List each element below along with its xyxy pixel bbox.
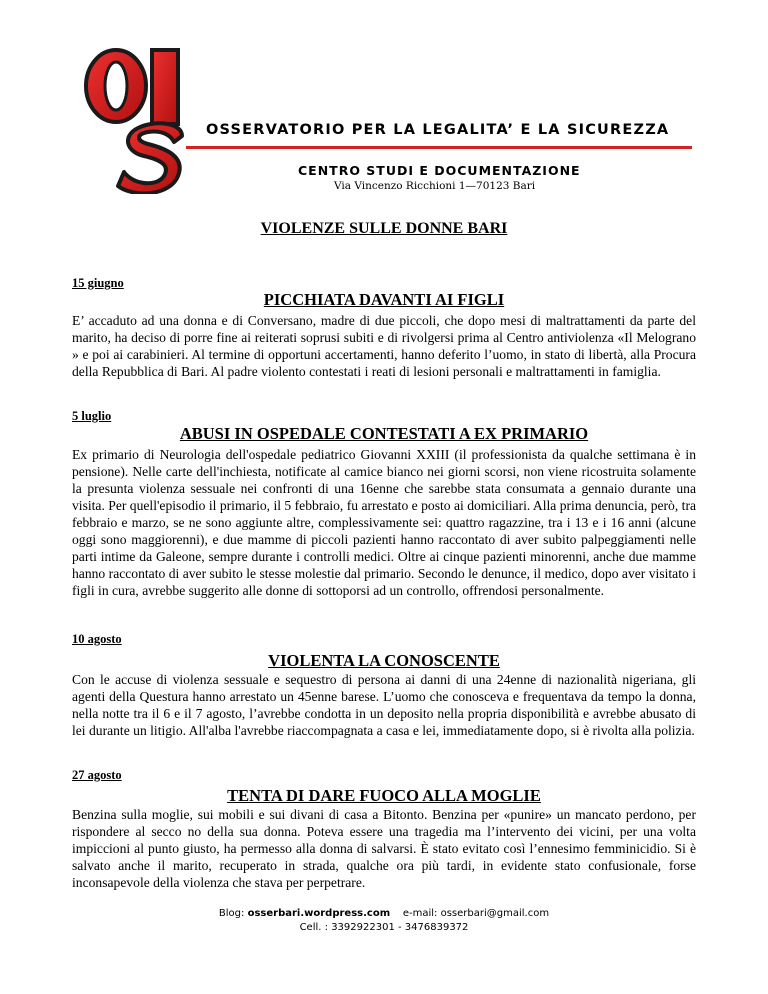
blog-label: Blog:: [218, 908, 245, 919]
header-divider: [186, 146, 692, 149]
organization-address: Via Vincenzo Ricchioni 1—70123 Bari: [334, 180, 536, 192]
article-body: Con le accuse di violenza sessuale e sequestro di persona ai danni di una 24enne di nazionalità nigeriana, gli agenti della Questura hanno arrestato un 45enne barese. L’uomo che conosceva e frequentava da tempo la donna, nella notte tra il 6 e il 7 agosto, l’avrebbe condotta in un deposito nella propria disponibilità e avrebbe abusato di lei durante un litigio. All'alba l'avrebbe riaccompagnata a casa e lei, immediatamente dopo, si è rivolta alla polizia.: [72, 672, 696, 738]
article-headline: VIOLENTA LA CONOSCENTE: [268, 651, 500, 670]
email-label: e-mail:: [402, 908, 438, 919]
article-date: 5 luglio: [72, 409, 112, 423]
phone-numbers: 3392922301 - 3476839372: [331, 922, 469, 933]
email-link[interactable]: osserbari@gmail.com: [440, 908, 550, 919]
blog-link[interactable]: osserbari.wordpress.com: [247, 908, 391, 919]
article-body: Benzina sulla moglie, sui mobili e sui divani di casa a Bitonto. Benzina per «punire» un mancato perdono, per rispondere al secco no della sua donna. Poteva essere una tragedia ma l’intervento dei vicini, per una volta impiccioni al punto giusto, ha permesso alla donna di salvarsi. È stato evitato così l’ennesimo femminicidio. Si è salvato anche il marito, recuperato in strada, qualche ora più tardi, in evidente stato confusionale, forse inconsapevole della violenza che stava per perpetrare.: [72, 807, 696, 890]
footer-phone-line: [0, 921, 768, 935]
article-headline: ABUSI IN OSPEDALE CONTESTATI A EX PRIMARIO: [179, 424, 589, 443]
article-date: 27 agosto: [72, 768, 122, 782]
page-title: VIOLENZE SULLE DONNE BARI: [260, 220, 508, 237]
center-name: CENTRO STUDI E DOCUMENTAZIONE: [298, 163, 581, 178]
article-headline: PICCHIATA DAVANTI AI FIGLI: [263, 290, 505, 309]
footer-contacts-line: [0, 907, 768, 921]
article-headline: TENTA DI DARE FUOCO ALLA MOGLIE: [227, 786, 541, 805]
article-date: 15 giugno: [72, 276, 124, 290]
ols-logo: [78, 44, 218, 194]
article-body: Ex primario di Neurologia dell'ospedale pediatrico Giovanni XXIII (il professionista da qualche settimana è in pensione). Nelle carte dell'inchiesta, notificate al camice bianco nei giorni scorsi, non viene ricostruita solamente la presunta violenza sessuale nei confronti di una 16enne che sarebbe stata consumata a gennaio durante una visita. Per quell'episodio il primario, il 5 febbraio, fu arrestato e posto ai domiciliari. Alla prima denuncia, però, tra febbraio e marzo, se ne sono aggiunte altre, complessivamente sei: quattro ragazzine, tra i 13 e i 16 anni (alcune oggi sono maggiorenni), e due mamme di piccoli pazienti hanno raccontato di aver subito palpeggiamenti nelle parti intime da Galeone, sempre durante i controlli medici. Oltre ai cinque pazienti minorenni, anche due mamme hanno raccontato di aver subito le stesse molestie dal primario. Secondo le denunce, il medico, dopo aver visitato i figli in cura, avrebbe suggerito alle donne di sottoporsi ad un controllo, offrendosi personalmente.: [72, 447, 696, 598]
organization-name: OSSERVATORIO PER LA LEGALITA’ E LA SICUREZZA: [206, 122, 670, 138]
phone-label: Cell. :: [299, 922, 328, 933]
article-body: E’ accaduto ad una donna e di Conversano, madre di due piccoli, che dopo mesi di maltrattamenti da parte del marito, ha deciso di porre fine ai reiterati soprusi subiti e di rivolgersi prima al Centro antiviolenza «Il Melograno » e poi ai carabinieri. Al termine di opportuni accertamenti, hanno deferito l’uomo, in stato di libertà, alla Procura della Repubblica di Bari. Al padre violento contestati i reati di lesioni personali e maltrattamenti in famiglia.: [72, 313, 696, 379]
page-footer: [0, 907, 768, 935]
article-date: 10 agosto: [72, 632, 122, 646]
